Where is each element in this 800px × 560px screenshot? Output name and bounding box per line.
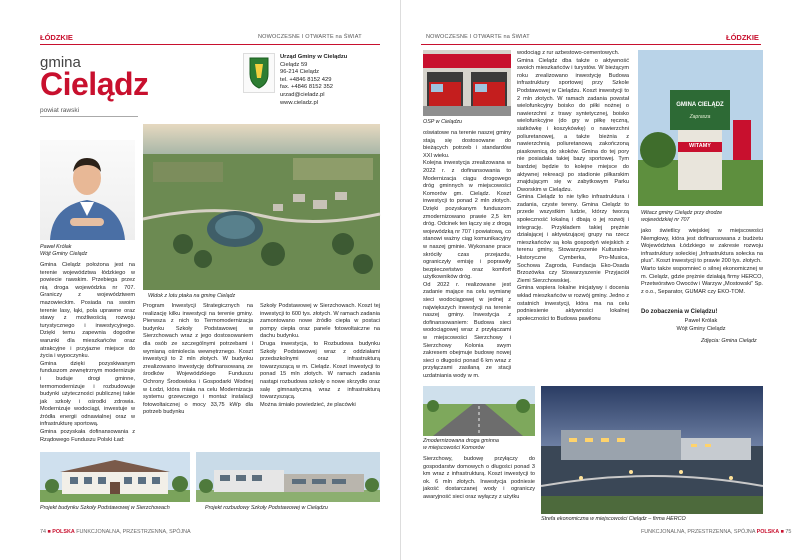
footer-slogan: FUNKCJONALNA, PRZESTRZENNA, SPÓJNA [76,529,191,535]
sign-subtext: Zaprasza [689,114,711,120]
page-number: 74 [40,529,46,535]
school1-caption: Projekt budynku Szkoły Podstawowej w Sierzchowach [40,505,170,511]
office-line: Cielądz 59 [280,61,308,68]
body-column-3: Szkoły Podstawowej w Sierzchowach. Koszt tej inwestycji to 600 tys. złotych. W ramach zadania zamontowano nowe źródło ciepła w postaci pompy ciepła oraz panele fotowoltaiczne na dachu budynku. Druga inwestycja, to Rozbudowa budynku Szkoły Podstawowej wraz z oddziałami przedszkolnymi oraz infrastrukturą towarzyszącą w m. Cielądz. Koszt inwestycji to ponad 15 mln złotych. W ramach zadania nastąpi rozbudowa szkoły o nowe skrzydło oraz salę gimnastyczną wraz z infrastrukturą towarzyszącą. Można śmiało powiedzieć, że placówki [260,303,381,408]
body-column-1b: Sierzchowy, budowę przyłączy do gospodarstw domowych o długości ponad 3 km wraz z infrastrukturą. Koszt inwestycji to ok. 6 mln złotych. Inwestycja podniesie jakość dostarczanej wody i ograniczy awaryjność sieci oraz wyłączy z użytku [423,456,535,500]
industrial-caption: Strefa ekonomiczna w miejscowości Cielądz – firma HERCO [541,516,686,522]
footer-brand: POLSKA [756,529,780,535]
office-fax: fax. +4846 8152 352 [280,84,334,91]
sign-witamy: WITAMY [689,143,711,149]
body-column-1: oświatowe na terenie naszej gminy stają się dostosowane do bieżących potrzeb i standardów XXI wieku. Kolejna inwestycja zrealizowana w 2022 r. z dofinansowania to Modernizacja ciągu drogowego dróg gminnych w miejscowości Komorów gm. Cielądz. Koszt inwestycji to ponad 2 mln złotych. Dzięki pozyskanym funduszom zmodernizowano prawie 2,5 km dróg. Odcinek ten łączy się z drogą wojewódzką nr 707 i powiatową, co stanowi ważny ciąg komunikacyjny w naszej gminie. Wykonane prace skróciły czas przejazdu, ograniczyły emisję i poprawiły bezpieczeństwo oraz komfort użytkowników dróg. Od 2022 r. realizowane jest zadanie mające na celu wymianę sieci wodociągowej w jednej z największych inwestycji na terenie naszej gminy. Inwestycja z dofinansowaniem: Budowa sieci wodociągowej wraz z przyłączami w miejscowości Sierzchowy i Sierzchowy Kolonia swym zakresem obejmuje budowę nowej sieci o długości ponad 6 km wraz z przyłączami zasilaną ze stacji uzdatniania wody w m. [423,130,511,379]
header-region: ŁÓDZKIE [40,33,73,42]
fire-station-photo [423,50,511,116]
road-caption: Zmodernizowana droga gminna w miejscowości Komorów [423,438,499,451]
office-contact [280,54,347,107]
page-title: Cielądz [40,66,149,102]
header-rule [40,44,380,45]
aerial-photo [143,124,380,290]
welcome-sign-photo [638,50,763,206]
welcome-sign-caption: Witacz gminy Cielądz przy drodze wojewódzkiej nr 707 [641,210,723,223]
footer-brand: POLSKA [52,529,75,535]
photo-credit: Zdjęcia: Gmina Cielądz [701,338,757,344]
body-column-1: Gmina Cielądz położona jest na terenie województwa łódzkiego w powiecie rawskim. Przebiega przez nią droga wojewódzka nr 707. Graniczy z województwem mazowieckim. Posiada na swoim terenie lasy, łąki, pola uprawne oraz stawy z możliwością rozwoju turystycznego i inwestycyjnego. Dzięki temu zapewnia dogodne warunki dla mieszkańców oraz atrakcyjne i przyjazne miejsce do życia i wypoczynku. Gmina dzięki pozyskiwanym funduszom zewnętrznym modernizuje i buduje drogi gminne, termomodernizuje i rozbudowuje budynki użyteczności publicznej takie jak szkoły i ośrodki zdrowia. Modernizuje wodociągi, inwestuje w źródła energii odnawialnej oraz w infrastrukturę sportową. Gmina pozyskała dofinansowania z Rządowego Funduszu Polski Ład: [40,262,135,443]
body-column-2: wodociąg z rur azbestowo-cementowych. Gmina Cielądz dba także o aktywność swoich mieszkańców i turystów. W bieżącym roku zrealizowano inwestycję Budowa infrastruktury sportowej przy Szkole Podstawowej w Cielądzu. Koszt inwestycji to 2 mln złotych. W ramach zadania powstał wielofunkcyjny boisko do piłki nożnej o nawierzchni z trawy syntetycznej, boisko wielofunkcyjne (do gry w piłkę ręczną, siatkówkę i koszykówkę) o nawierzchni poliuretanowej, a także bieżnia z nawierzchnią poliuretanową zakończoną piaskownicą do skoków. Gmina do tej pory nie posiadała takiej bazy sportowej. Tym bardziej będzie to kolejne miejsce do aktywnej rekreacji po stadionie piłkarskim znajdującym się w zabytkowym Parku Dworskim w Cielądzu. Gmina Cielądz to nie tylko infrastruktura i zadania, czyste tereny. Gmina Cielądz to przede wszystkim ludzie, którzy tworzą społeczność lokalną i dbają o jej rozwój i integrację. Przykładem takiej prężnie działającej i aktywizującej grupy na rzecz mieszkańców są koła gospodyń wiejskich z terenu gminy, Stowarzyszenie Kulturalno-Historyczne Cymberka, Pro-Musica, Sochowa Zagroda, Fundacja Eko-Osada Brzozówka czy Stowarzyszenie Przyjaciół Ziemi Sierzchowskiej. Gmina wspiera lokalne inicjatywy i docenia wkład mieszkańców w rozwój gminy. Jedno z ostatnich inwestycji, która ma na celu podniesienie aktywności lokalnej społeczności to Budowa pawilonu [517,50,629,322]
divider [40,116,138,117]
school-render-1 [40,452,190,502]
body-column-3: jako świetlicy wiejskiej w miejscowości Niemgłowy, która jest dofinansowana z budżetu Województwa Łódzkiego w zakresie rozwoju infrastruktury sołeckiej „Infrastruktura sołecka na plus”. Koszt inwestycji to prawie 200 tys. złotych. Warto także wspomnieć o silnej ekonomicznej w m. Cielądz, gdzie prężnie działają firmy HERCO, Przetwórstwo Owoców i Warzyw „Mostowski” Sp. z o.o., Separator, GUMAR czy EKO-TOM. [641,228,763,295]
sign-text: GMINA CIELĄDZ [676,102,724,108]
aerial-caption: Widok z lotu ptaka na gminę Cielądz [148,293,236,299]
school2-caption: Projekt rozbudowy Szkoły Podstawowej w Cielądzu [205,505,328,511]
footer-slogan: FUNKCJONALNA, PRZESTRZENNA, SPÓJNA [641,529,756,535]
footer: FUNKCJONALNA, PRZESTRZENNA, SPÓJNA POLSKA ■ 75 [641,529,792,535]
mayor-caption: Paweł Królak Wójt Gminy Cielądz [40,244,88,257]
gmina-label: gmina [40,54,81,71]
body-column-2: Program Inwestycji Strategicznych na realizację kilku inwestycji na terenie gminy. Pierwsza z nich to Termomodernizacja budynku Szkoły Podstawowej w Sierzchowach wraz z jego dostosowaniem dla osób ze szczególnymi potrzebami i wymianą ośmiolecia wewnętrznego. Koszt inwestycji to 2 mln złotych. W budynku zrealizowano inwestycję dofinansowaną ze środków Wojewódzkiego Funduszu Ochrony Środowiska i Gospodarki Wodnej w Łodzi, która miała na celu Modernizacja systemu grzewczego i montaż instalacji fotowoltaicznej o mocy 33,75 kWp dla potrzeb budynku [143,303,253,416]
office-email: urzad@cieladz.pl [280,91,325,98]
fire-station-caption: OSP w Cielądzu [423,119,463,125]
signature: Paweł Królak Wójt Gminy Cielądz [676,318,726,332]
page-number: 75 [785,529,792,535]
office-name: Urząd Gminy w Cielądzu [280,54,348,60]
header-rule [421,44,761,45]
industrial-zone-photo [541,386,763,514]
coat-of-arms-logo [243,53,275,93]
office-phone: tel. +4846 8152 429 [280,76,332,83]
right-page [400,0,800,560]
subtitle: powiat rawski [40,107,80,114]
header-region: ŁÓDZKIE [726,33,759,42]
footer: 74 ■ POLSKA FUNKCJONALNA, PRZESTRZENNA, SPÓJNA [40,529,191,535]
office-website: www.cieladz.pl [280,99,319,106]
road-photo [423,386,535,436]
mayor-photo [40,140,135,240]
office-line: 96-214 Cielądz [280,69,319,76]
header-motto: NOWOCZESNE I OTWARTE na ŚWIAT [426,34,530,40]
closing-invite: Do zobaczenia w Cielądzu! [641,309,718,315]
header-motto: NOWOCZESNE I OTWARTE na ŚWIAT [258,34,362,40]
school-render-2 [196,452,380,502]
